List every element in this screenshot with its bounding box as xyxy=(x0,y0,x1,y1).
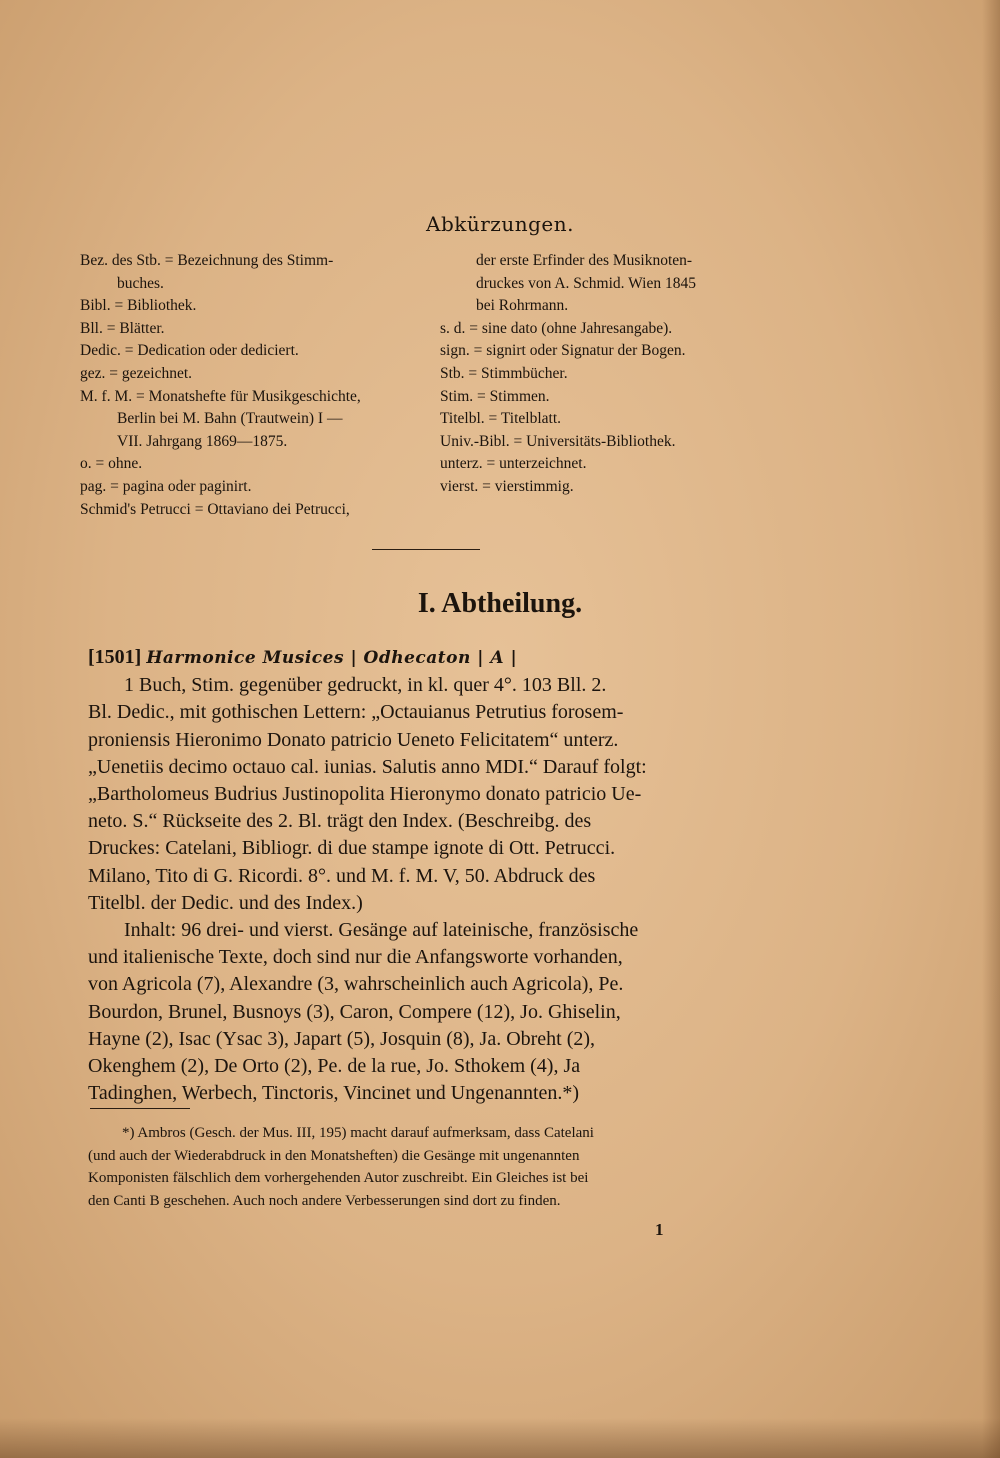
footnote-line: Komponisten fälschlich dem vorhergehenden Autor zuschreibt. Ein Gleiches ist bei xyxy=(88,1170,589,1186)
entry-line: von Agricola (7), Alexandre (3, wahrscheinlich auch Agricola), Pe. xyxy=(88,973,624,996)
abbreviation-line: der erste Erfinder des Musiknoten- xyxy=(476,252,693,269)
entry-line: Bl. Dedic., mit gothischen Lettern: „Octauianus Petrutius forosem- xyxy=(88,701,624,724)
entry-line: 1 Buch, Stim. gegenüber gedruckt, in kl. quer 4°. 103 Bll. 2. xyxy=(124,674,607,697)
abbreviation-line: Bez. des Stb. = Bezeichnung des Stimm- xyxy=(80,252,334,269)
entry-title-gothic: Harmonice Musices | Odhecaton | A | xyxy=(146,648,518,668)
abbreviation-line: pag. = pagina oder paginirt. xyxy=(80,477,252,495)
abbreviation-line: Dedic. = Dedication oder dediciert. xyxy=(80,342,299,360)
entry-line: Titelbl. der Dedic. und des Index.) xyxy=(88,891,363,914)
abbreviation-line: o. = ohne. xyxy=(80,455,143,473)
page-edge-shadow xyxy=(982,0,1000,1458)
abbreviations-heading: Abkürzungen. xyxy=(426,212,574,236)
entry-heading xyxy=(88,644,776,672)
section-heading: I. Abtheilung. xyxy=(417,588,583,619)
footnote xyxy=(88,1122,766,1212)
entry-line: und italienische Texte, doch sind nur die Anfangsworte vorhanden, xyxy=(88,946,623,969)
abbreviation-line: Bll. = Blätter. xyxy=(80,319,165,337)
abbreviation-line: Stim. = Stimmen. xyxy=(440,387,550,405)
abbreviation-line: Bibl. = Bibliothek. xyxy=(80,297,197,315)
abbreviation-line: Schmid's Petrucci = Ottaviano dei Petrucci, xyxy=(80,500,350,518)
entry-line: Druckes: Catelani, Bibliogr. di due stampe ignote di Ott. Petrucci. xyxy=(88,837,616,860)
entry-line: Tadinghen, Werbech, Tinctoris, Vincinet und Ungenannten.*) xyxy=(88,1082,580,1105)
abbreviation-line: vierst. = vierstimmig. xyxy=(440,477,574,495)
entry-line: Hayne (2), Isac (Ysac 3), Japart (5), Josquin (8), Ja. Obreht (2), xyxy=(88,1027,596,1050)
entry-line: neto. S.“ Rückseite des 2. Bl. trägt den Index. (Beschreibg. des xyxy=(88,810,592,833)
abbreviation-line: VII. Jahrgang 1869—1875. xyxy=(117,432,288,450)
abbreviation-line: Titelbl. = Titelblatt. xyxy=(440,410,562,428)
page-number: 1 xyxy=(655,1220,664,1239)
abbreviations-right-column xyxy=(440,250,780,499)
abbreviation-line: unterz. = unterzeichnet. xyxy=(440,455,587,473)
entry-line: Okenghem (2), De Orto (2), Pe. de la rue, Jo. Sthokem (4), Ja xyxy=(88,1055,581,1078)
page-bottom-shadow xyxy=(0,1418,1000,1458)
entry-line: Inhalt: 96 drei- und vierst. Gesänge auf lateinische, französische xyxy=(124,919,639,942)
abbreviation-line: buches. xyxy=(117,274,164,292)
abbreviation-line: bei Rohrmann. xyxy=(476,297,569,315)
abbreviation-line: Stb. = Stimmbücher. xyxy=(440,364,568,382)
entry-line: Bourdon, Brunel, Busnoys (3), Caron, Compere (12), Jo. Ghiselin, xyxy=(88,1000,621,1023)
entry-year: [1501] xyxy=(88,646,142,668)
abbreviation-line: gez. = gezeichnet. xyxy=(80,364,193,382)
footnote-line: (und auch der Wiederabdruck in den Monatsheften) die Gesänge mit ungenannten xyxy=(88,1147,580,1164)
footnote-line: den Canti B geschehen. Auch noch andere Verbesserungen sind dort zu finden. xyxy=(88,1192,561,1209)
entry-line: „Uenetiis decimo octauo cal. iunias. Salutis anno MDI.“ Darauf folgt: xyxy=(88,755,647,778)
abbreviation-line: Univ.-Bibl. = Universitäts-Bibliothek. xyxy=(440,432,676,450)
abbreviation-line: Berlin bei M. Bahn (Trautwein) I — xyxy=(117,410,343,428)
entry-line: proniensis Hieronimo Donato patricio Ueneto Felicitatem“ unterz. xyxy=(88,728,619,751)
footnote-divider xyxy=(90,1108,190,1109)
abbreviation-line: sign. = signirt oder Signatur der Bogen. xyxy=(440,342,686,360)
entry-line: Milano, Tito di G. Ricordi. 8°. und M. f. M. V, 50. Abdruck des xyxy=(88,864,596,887)
catalog-entry xyxy=(88,644,776,1107)
abbreviations-left-column xyxy=(80,250,425,521)
abbreviation-line: M. f. M. = Monatshefte für Musikgeschichte, xyxy=(80,387,361,405)
section-divider xyxy=(372,549,480,550)
entry-line: „Bartholomeus Budrius Justinopolita Hieronymo donato patricio Ue- xyxy=(88,783,642,806)
abbreviation-line: s. d. = sine dato (ohne Jahresangabe). xyxy=(440,319,673,337)
footnote-line: *) Ambros (Gesch. der Mus. III, 195) macht darauf aufmerksam, dass Catelani xyxy=(122,1125,594,1141)
abbreviation-line: druckes von A. Schmid. Wien 1845 xyxy=(476,274,696,292)
